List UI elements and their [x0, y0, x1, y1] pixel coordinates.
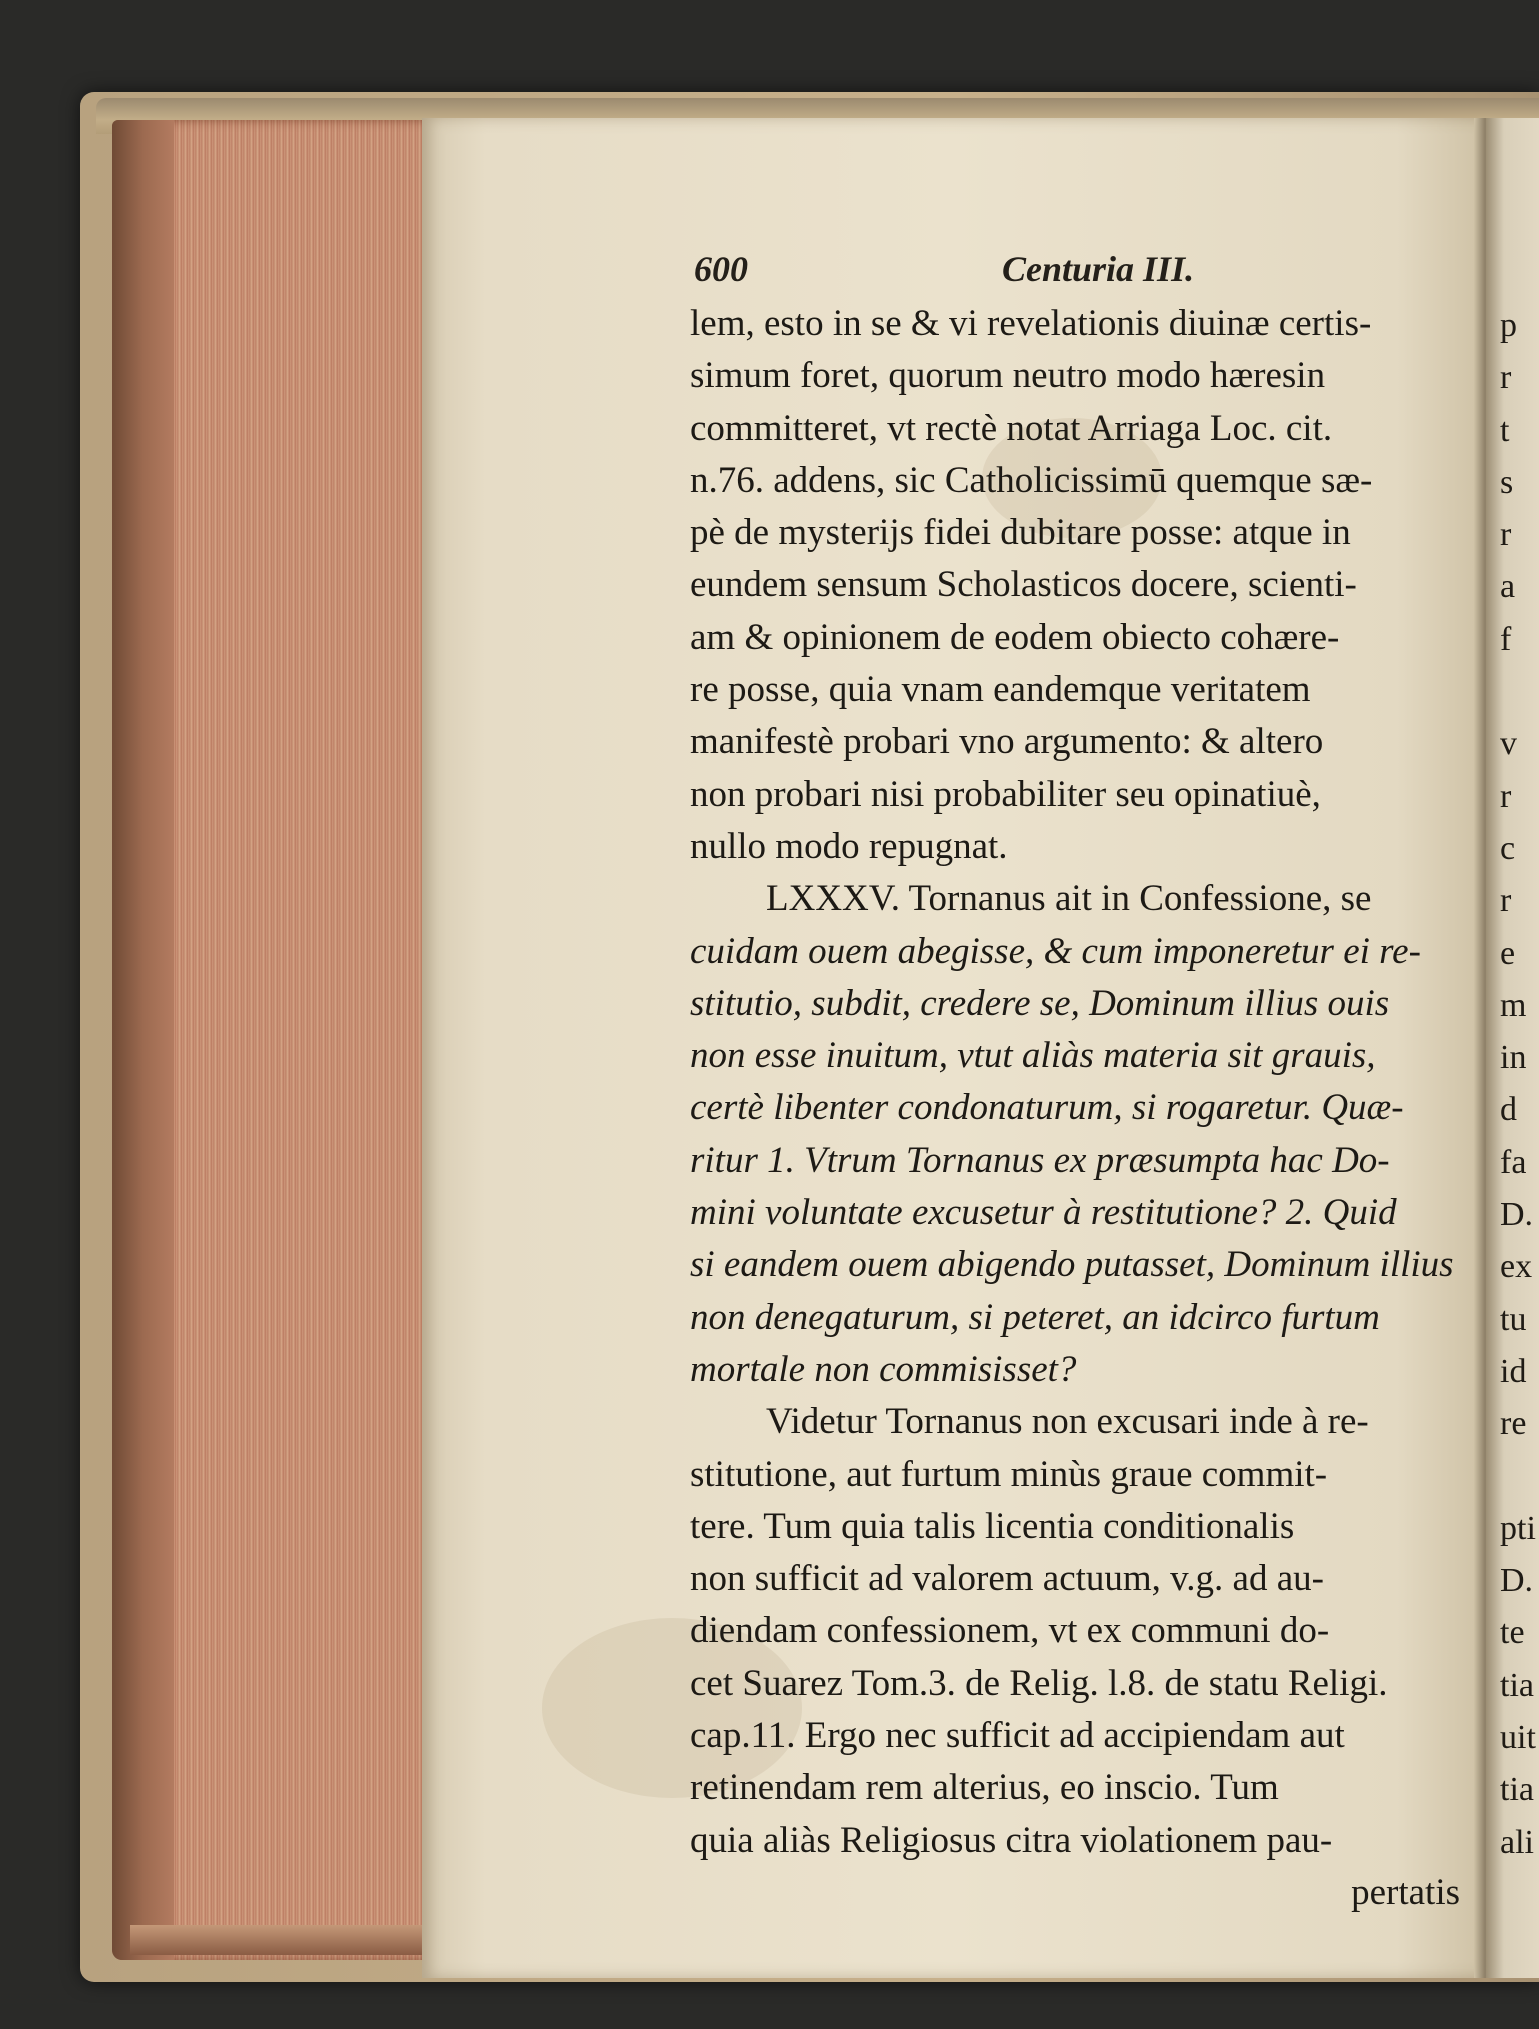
text-line: cap.11. Ergo nec sufficit ad accipiendam aut — [690, 1715, 1345, 1757]
facing-page-fragment: tia — [1500, 1771, 1534, 1809]
text-line: n.76. addens, sic Catholicissimū quemque sæ- — [690, 459, 1373, 501]
page-edges-bottom — [130, 1925, 430, 1955]
facing-page-fragment: f — [1500, 620, 1512, 658]
facing-page-fragment: r — [1500, 359, 1512, 397]
text-line: Videtur Tornanus non excusari inde à re- — [766, 1401, 1369, 1443]
text-line: non esse inuitum, vtut aliàs materia sit grauis, — [690, 1035, 1376, 1077]
text-line: nullo modo repugnat. — [690, 825, 1008, 867]
text-line: committeret, vt rectè notat Arriaga Loc. cit. — [690, 407, 1333, 449]
text-line: stitutio, subdit, credere se, Dominum illius ouis — [690, 982, 1390, 1024]
facing-page-fragment: D. — [1500, 1562, 1534, 1600]
text-line: LXXXV. Tornanus ait in Confessione, se — [766, 878, 1372, 920]
facing-page-fragment: ali — [1500, 1823, 1534, 1861]
text-line: re posse, quia vnam eandemque veritatem — [690, 669, 1311, 711]
facing-page-fragment: D. — [1500, 1196, 1534, 1234]
running-title: Centuria III. — [1002, 249, 1195, 289]
facing-page-fragment: re — [1500, 1405, 1527, 1443]
text-line: non sufficit ad valorem actuum, v.g. ad au- — [690, 1558, 1324, 1600]
text-line: cet Suarez Tom.3. de Relig. l.8. de statu Religi. — [690, 1662, 1388, 1704]
facing-page-fragment: c — [1500, 829, 1516, 867]
text-line: lem, esto in se & vi revelationis diuinæ certis- — [690, 303, 1372, 344]
page-edges-shadow — [112, 120, 174, 1960]
text-line: simum foret, quorum neutro modo hæresin — [690, 355, 1326, 397]
page-text — [690, 242, 1460, 1919]
facing-page-fragment: fa — [1500, 1143, 1527, 1181]
text-line: stitutione, aut furtum minùs graue commit- — [690, 1453, 1328, 1495]
facing-page-fragment: uit — [1500, 1719, 1536, 1757]
facing-page-fragment: e — [1500, 934, 1516, 972]
facing-page-fragment: s — [1500, 463, 1514, 501]
text-line: tere. Tum quia talis licentia conditionalis — [690, 1505, 1295, 1547]
catchword: pertatis — [1351, 1871, 1460, 1913]
facing-page-fragment: r — [1500, 516, 1512, 554]
facing-page-fragment: tia — [1500, 1666, 1534, 1704]
text-line: mini voluntate excusetur à restitutione? 2. Quid — [690, 1192, 1397, 1234]
facing-page-fragment: te — [1500, 1614, 1525, 1652]
facing-page-fragment: r — [1500, 777, 1512, 815]
text-line: mortale non commisisset? — [690, 1348, 1077, 1390]
text-line: non denegaturum, si peteret, an idcirco furtum — [690, 1296, 1380, 1338]
text-line: eundem sensum Scholasticos docere, scienti- — [690, 564, 1357, 606]
text-line: certè libenter condonaturum, si rogaretur. Quæ- — [690, 1087, 1404, 1129]
text-line: quia aliàs Religiosus citra violationem pau- — [690, 1819, 1333, 1861]
text-line: retinendam rem alterius, eo inscio. Tum — [690, 1767, 1279, 1809]
text-line: ritur 1. Vtrum Tornanus ex præsumpta hac Do- — [690, 1139, 1390, 1181]
facing-page-fragment: in — [1500, 1039, 1527, 1077]
text-line: am & opinionem de eodem obiecto cohære- — [690, 616, 1340, 658]
text-line: pè de mysterijs fidei dubitare posse: atque in — [690, 512, 1351, 554]
text-line: non probari nisi probabiliter seu opinatiuè, — [690, 773, 1321, 815]
running-head — [690, 242, 1460, 298]
facing-page-fragment: d — [1500, 1091, 1517, 1129]
facing-page-fragment: ex — [1500, 1248, 1533, 1286]
facing-page-fragment — [1500, 666, 1539, 718]
facing-page-fragment — [1500, 1451, 1539, 1503]
facing-page-fragment: m — [1500, 986, 1527, 1024]
text-lines — [690, 298, 1460, 1919]
facing-page-fragment: v — [1500, 725, 1517, 763]
page-number: 600 — [694, 249, 748, 289]
text-line: cuidam ouem abegisse, & cum imponeretur ei re- — [690, 930, 1421, 972]
facing-page-fragment: r — [1500, 882, 1512, 920]
text-line: manifestè probari vno argumento: & altero — [690, 721, 1324, 763]
facing-page-fragment: t — [1500, 411, 1510, 449]
text-line: diendam confessionem, vt ex communi do- — [690, 1610, 1330, 1652]
facing-page-fragment: pti — [1500, 1509, 1536, 1547]
text-line: si eandem ouem abigendo putasset, Dominum illius — [690, 1244, 1454, 1286]
facing-page-fragment: id — [1500, 1352, 1527, 1390]
facing-page-fragment: a — [1500, 568, 1516, 606]
facing-page-fragment: p — [1500, 307, 1517, 344]
facing-page-fragment: tu — [1500, 1300, 1527, 1338]
facing-page-text — [1500, 300, 1539, 1869]
